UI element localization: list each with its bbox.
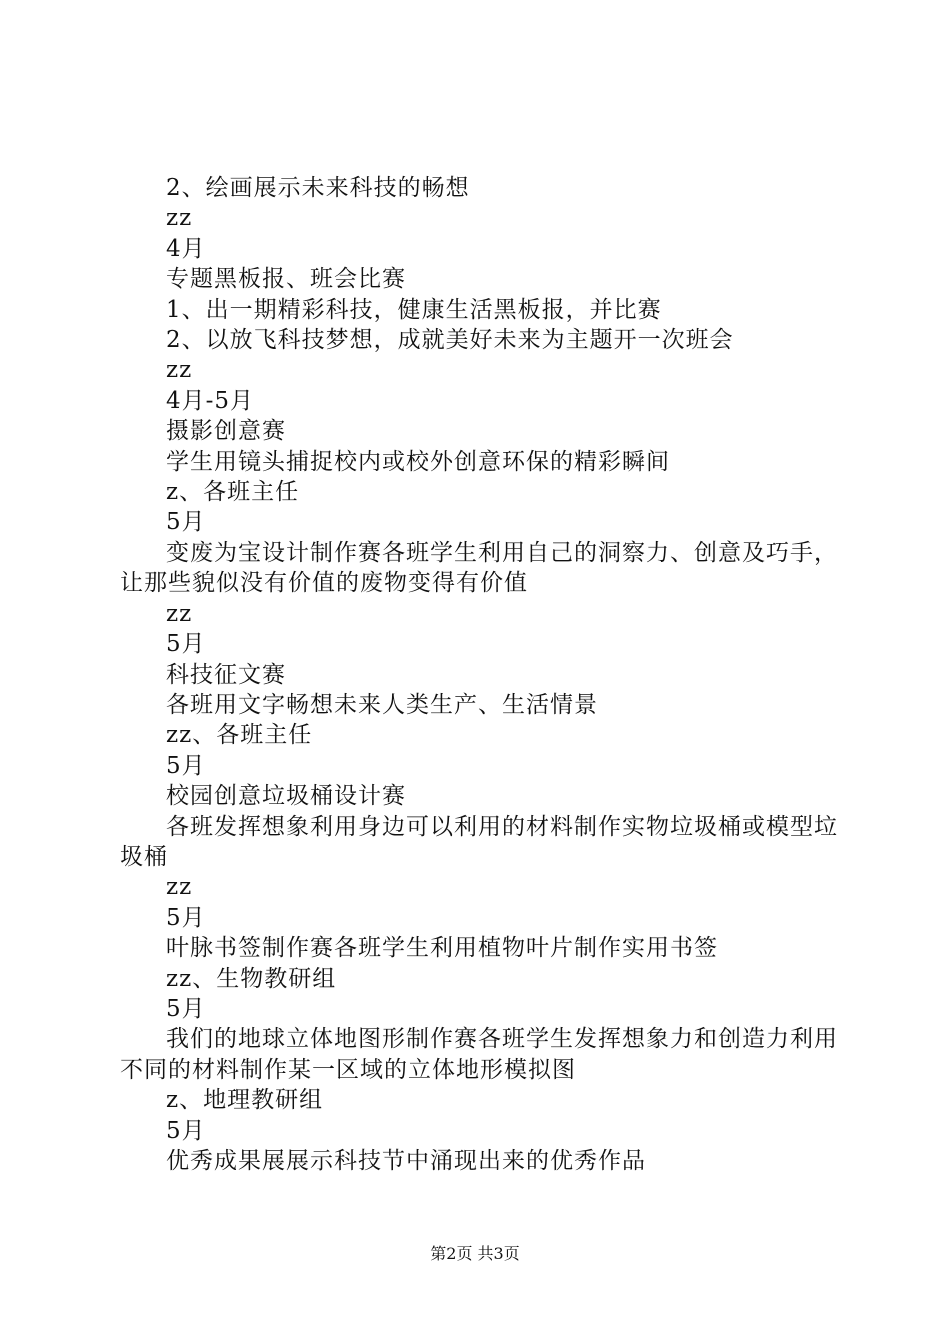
paragraph: 摄影创意赛: [166, 418, 286, 445]
paragraph: 各班用文字畅想未来人类生产、生活情景: [166, 691, 598, 718]
paragraph: zz: [166, 874, 193, 901]
paragraph: 我们的地球立体地图形制作赛各班学生发挥想象力和创造力利用不同的材料制作某一区域的立体地形模拟图: [120, 1026, 838, 1083]
paragraph: zz: [166, 600, 193, 627]
paragraph: 4月-5月: [166, 387, 255, 414]
paragraph: zz: [166, 205, 193, 232]
page-footer: [0, 1244, 950, 1264]
paragraph: 科技征文赛: [166, 661, 286, 688]
paragraph: 5月: [166, 904, 206, 931]
paragraph: 2、以放飞科技梦想，成就美好未来为主题开一次班会: [166, 327, 734, 354]
paragraph: 5月: [166, 995, 206, 1022]
paragraph: 专题黑板报、班会比赛: [166, 266, 406, 293]
paragraph: 各班发挥想象利用身边可以利用的材料制作实物垃圾桶或模型垃圾桶: [120, 813, 838, 870]
paragraph: 5月: [166, 509, 206, 536]
paragraph: 叶脉书签制作赛各班学生利用植物叶片制作实用书签: [166, 935, 718, 962]
paragraph: 校园创意垃圾桶设计赛: [166, 783, 406, 810]
paragraph: z、地理教研组: [166, 1087, 324, 1114]
paragraph: 2、绘画展示未来科技的畅想: [166, 175, 470, 201]
page-number: 第2页 共3页: [430, 1244, 520, 1263]
paragraph: 5月: [166, 631, 206, 658]
paragraph: 变废为宝设计制作赛各班学生利用自己的洞察力、创意及巧手，让那些貌似没有价值的废物变得有价值: [120, 539, 838, 597]
paragraph: 5月: [166, 752, 206, 779]
paragraph: z、各班主任: [166, 479, 300, 506]
paragraph: zz、各班主任: [166, 722, 313, 749]
paragraph: 5月: [166, 1117, 206, 1144]
paragraph: zz: [166, 357, 193, 384]
document-body: [120, 173, 840, 1176]
paragraph: 学生用镜头捕捉校内或校外创意环保的精彩瞬间: [166, 448, 670, 475]
paragraph: 1、出一期精彩科技，健康生活黑板报，并比赛: [166, 296, 662, 323]
paragraph: 优秀成果展展示科技节中涌现出来的优秀作品: [166, 1148, 646, 1174]
paragraph: 4月: [166, 235, 206, 262]
paragraph: zz、生物教研组: [166, 965, 337, 992]
